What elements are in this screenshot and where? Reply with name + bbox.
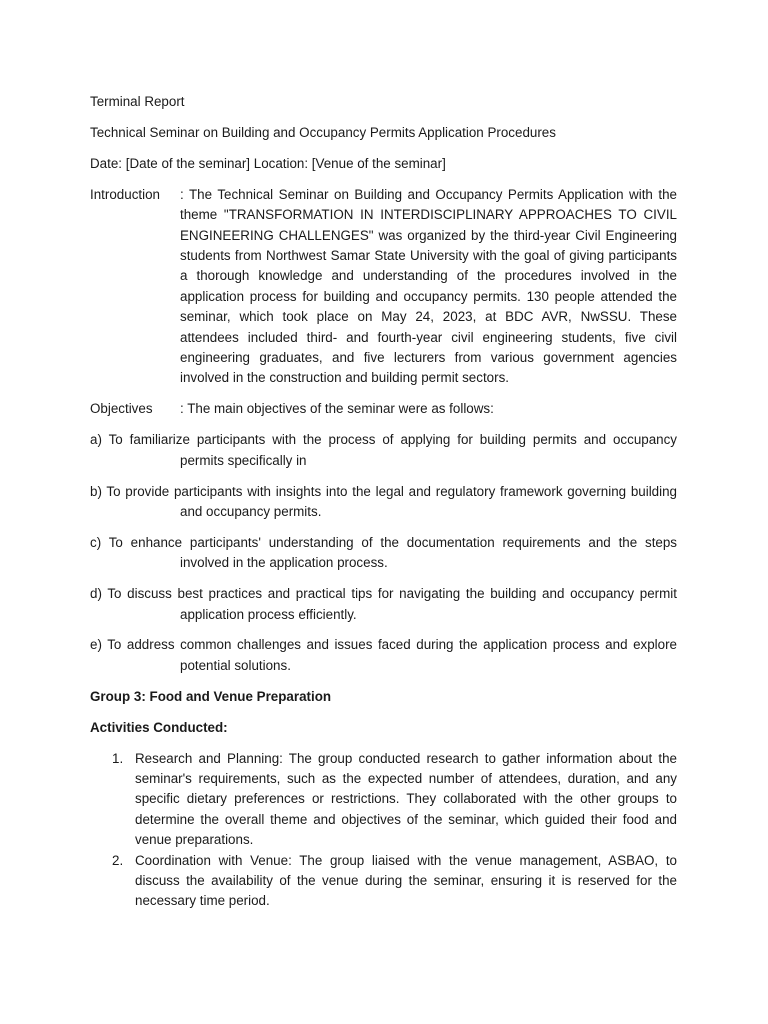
activities-list [90,749,677,912]
activities-heading: Activities Conducted: [90,719,228,735]
objective-item-a: a) To familiarize participants with the process of applying for building permits and occupancy permits specifically in [90,432,677,468]
objectives-section [90,399,677,419]
list-item [90,851,677,912]
list-item-number: 1. [112,750,124,766]
introduction-section [90,185,677,389]
report-subtitle: Technical Seminar on Building and Occupancy Permits Application Procedures [90,124,556,140]
date-location: Date: [Date of the seminar] Location: [Venue of the seminar] [90,155,446,171]
objective-item-c: c) To enhance participants' understanding of the documentation requirements and the steps involved in the application process. [90,534,677,571]
report-title: Terminal Report [90,94,185,109]
document-body [90,92,677,912]
objective-item-e: e) To address common challenges and issues faced during the application process and explore potential solutions. [90,637,677,673]
group-heading: Group 3: Food and Venue Preparation [90,688,332,704]
list-item-number: 2. [112,852,124,868]
list-item-text: Coordination with Venue: The group liaised with the venue management, ASBAO, to discuss the availability of the venue during the seminar, ensuring it is reserved for the necessary time period. [135,852,677,909]
list-item [90,749,677,851]
objective-item-d: d) To discuss best practices and practical tips for navigating the building and occupancy permit application process efficiently. [90,586,677,622]
introduction-text: : The Technical Seminar on Building and Occupancy Permits Application with the theme "TRANSFORMATION IN INTERDISCIPLINARY APPROACHES TO CIVIL ENGINEERING CHALLENGES" was organized by the third-year Civil Engineering students from Northwest Samar State University with the goal of giving participants a thorough knowledge and understanding of the procedures involved in the application process for building and occupancy permits. 130 people attended the seminar, which took place on May 24, 2023, at BDC AVR, NwSSU. These attendees included third- and fourth-year civil engineering students, five civil engineering graduates, and five lecturers from various government agencies involved in the construction and building permit sectors. [180,186,677,386]
list-item-text: Research and Planning: The group conducted research to gather information about the seminar's requirements, such as the expected number of attendees, duration, and any specific dietary preferences or restrictions. They collaborated with the other groups to determine the overall theme and objectives of the seminar, which guided their food and venue preparations. [135,750,677,848]
objectives-text: : The main objectives of the seminar were as follows: [180,401,494,417]
introduction-label: Introduction [90,186,160,202]
objectives-label: Objectives [90,401,153,417]
objective-item-b: b) To provide participants with insights into the legal and regulatory framework governing building and occupancy permits. [90,483,677,519]
